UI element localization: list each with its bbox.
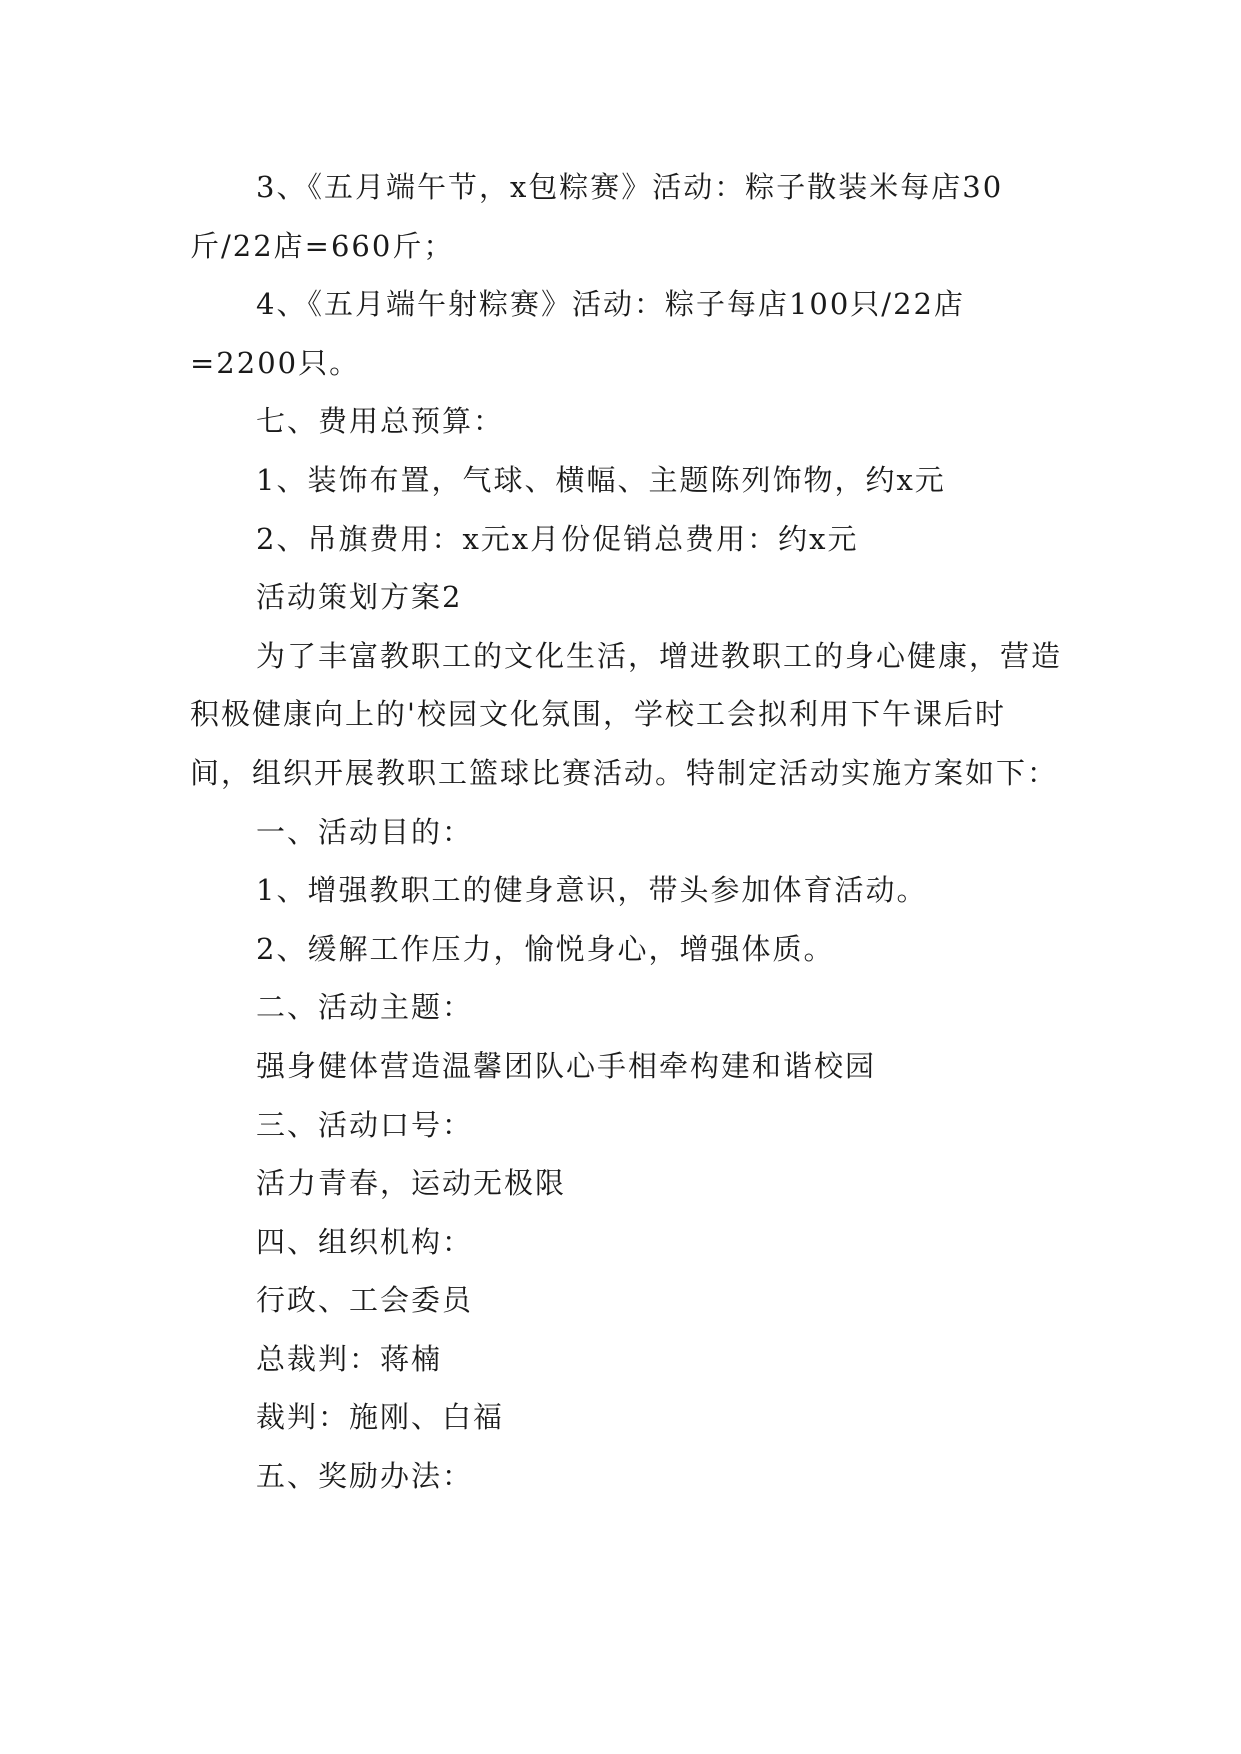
paragraph: 活力青春，运动无极限: [256, 1166, 567, 1201]
document-body: [190, 158, 1062, 1506]
section-heading: 三、活动口号：: [256, 1107, 474, 1142]
section-heading: 一、活动目的：: [256, 814, 474, 849]
paragraph: 为了丰富教职工的文化生活，增进教职工的身心健康，营造积极健康向上的'校园文化氛围，学校工会拟利用下午课后时间，组织开展教职工篮球比赛活动。特制定活动实施方案如下：: [190, 638, 1063, 790]
paragraph: 总裁判：蒋楠: [256, 1341, 443, 1376]
paragraph: 2、缓解工作压力，愉悦身心，增强体质。: [256, 931, 835, 966]
paragraph: 2、吊旗费用：x元x月份促销总费用：约x元: [256, 521, 859, 556]
paragraph: 裁判：施刚、白福: [256, 1400, 505, 1435]
section-heading: 七、费用总预算：: [256, 404, 505, 439]
paragraph: 1、装饰布置，气球、横幅、主题陈列饰物，约x元: [256, 462, 946, 497]
paragraph: 强身健体营造温馨团队心手相牵构建和谐校园: [256, 1048, 877, 1083]
paragraph: 行政、工会委员: [256, 1283, 474, 1318]
paragraph: 1、增强教职工的健身意识，带头参加体育活动。: [256, 873, 928, 908]
section-heading: 五、奖励办法：: [256, 1459, 474, 1494]
section-heading: 二、活动主题：: [256, 990, 474, 1025]
section-heading: 四、组织机构：: [256, 1224, 474, 1259]
paragraph: 4、《五月端午射粽赛》活动：粽子每店100只/22店=2200只。: [190, 287, 965, 380]
document-subtitle: 活动策划方案2: [256, 580, 463, 615]
paragraph: 3、《五月端午节，x包粽赛》活动：粽子散装米每店30斤/22店=660斤；: [190, 170, 1004, 263]
